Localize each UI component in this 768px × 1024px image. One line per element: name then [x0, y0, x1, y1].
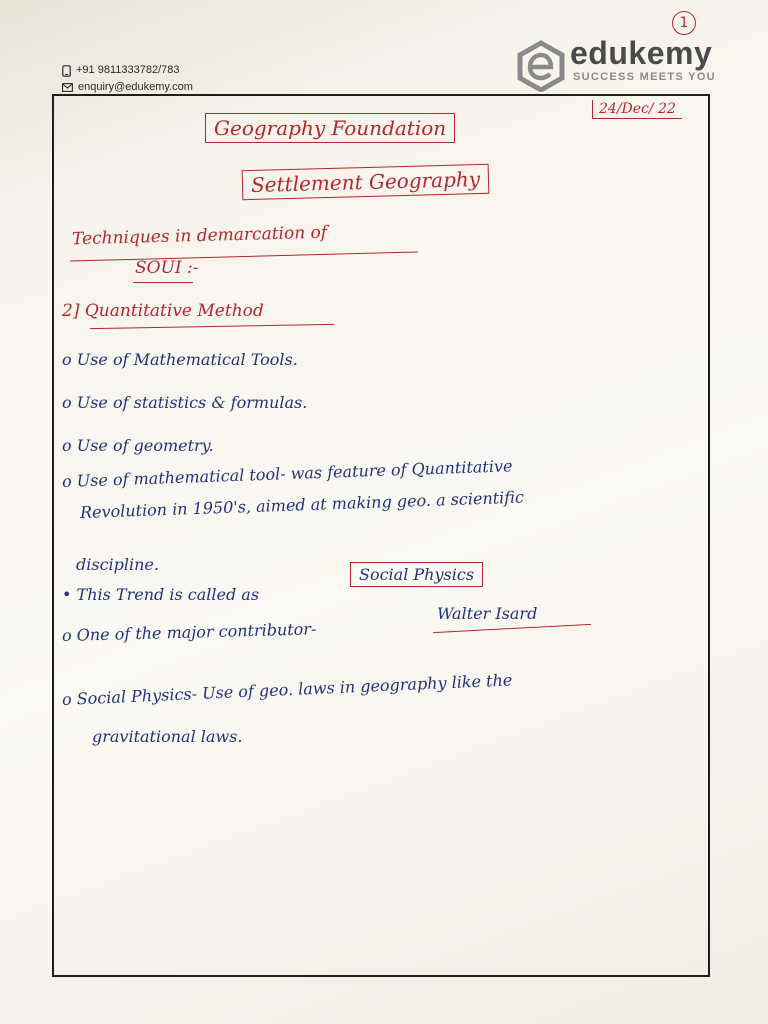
note-line-9: o Social Physics- Use of geo. laws in geography like the: [61, 670, 513, 709]
brand-tagline: SUCCESS MEETS YOU: [573, 71, 716, 83]
topic-title: Settlement Geography: [242, 164, 490, 200]
mail-icon: [62, 83, 73, 92]
edukemy-logo: [516, 35, 746, 94]
date-label: 24/Dec/ 22: [592, 100, 682, 119]
edukemy-e-hexagon-icon: [516, 40, 566, 92]
note-line-1: o Use of Mathematical Tools.: [62, 350, 298, 369]
phone-number: +91 9811333782/783: [76, 64, 180, 76]
note-line-8: o One of the major contributor-: [61, 619, 317, 645]
note-line-4: o Use of mathematical tool- was feature of Quantitative: [61, 456, 513, 491]
note-line-5: Revolution in 1950's, aimed at making geo. a scientific: [79, 487, 525, 522]
note-line-10: gravitational laws.: [92, 727, 243, 746]
note-line-6: discipline.: [76, 555, 159, 574]
phone-row: [62, 62, 193, 79]
social-physics-box: Social Physics: [350, 562, 483, 587]
heading-line2-underline: [133, 282, 193, 283]
contributor-name: Walter Isard: [437, 604, 538, 623]
brand-name: edukemy: [570, 35, 713, 71]
method-heading: 2] Quantitative Method: [62, 301, 264, 321]
note-line-2: o Use of statistics & formulas.: [62, 393, 308, 412]
section-heading-line2: SOUI :-: [135, 258, 199, 278]
page-number-circle: 1: [672, 11, 696, 35]
contact-block: [62, 62, 193, 96]
email-address: enquiry@edukemy.com: [78, 81, 193, 93]
note-line-7: • This Trend is called as: [62, 585, 260, 604]
section-heading-line1: Techniques in demarcation of: [71, 222, 328, 250]
note-line-3: o Use of geometry.: [62, 436, 214, 455]
phone-icon: [62, 65, 71, 77]
subject-title: Geography Foundation: [205, 113, 455, 143]
